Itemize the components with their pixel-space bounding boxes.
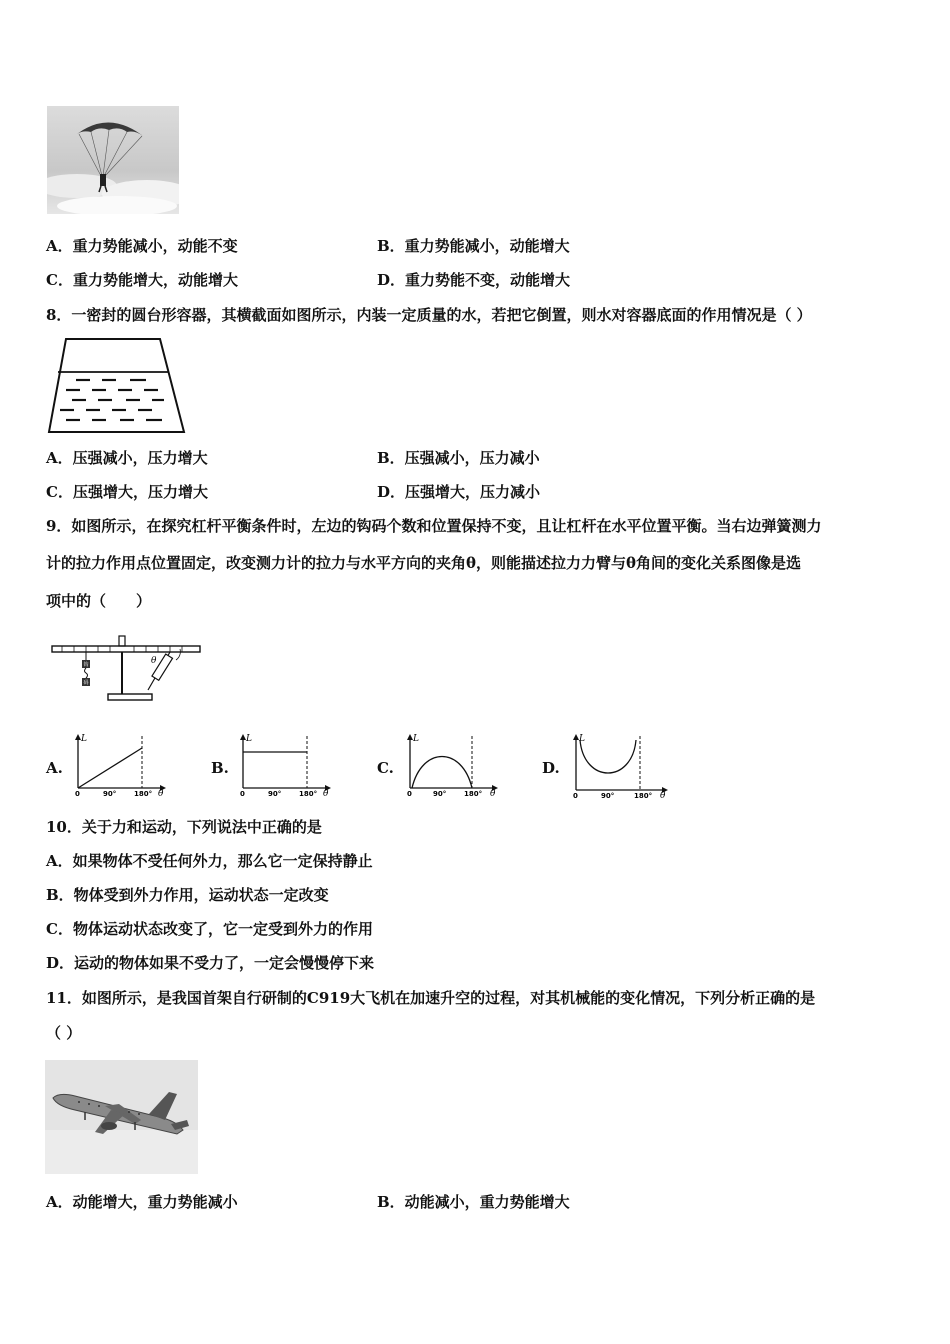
q9-option-c[interactable]: C.	[377, 759, 394, 777]
lever-apparatus-figure	[50, 632, 202, 708]
q8-stem: 8．一密封的圆台形容器，其横截面如图所示，内装一定质量的水，若把它倒置，则水对容器底面的作用情况是（ ）	[46, 306, 812, 324]
q11-stem-line2: （ ）	[46, 1024, 82, 1042]
q9-option-a[interactable]: A.	[46, 759, 63, 777]
q7-option-c[interactable]: C．重力势能增大，动能增大	[46, 271, 238, 289]
q9d-x-axis-label: θ	[660, 791, 666, 800]
q9c-y-axis-label: L	[413, 734, 419, 744]
q10-option-b[interactable]: B．物体受到外力作用，运动状态一定改变	[46, 886, 329, 904]
q11-stem-line1: 11．如图所示，是我国首架自行研制的C919大飞机在加速升空的过程，对其机械能的变化情况，下列分析正确的是	[46, 989, 816, 1007]
q8-option-d[interactable]: D．压强增大，压力减小	[377, 483, 541, 501]
q9-stem-line2: 计的拉力作用点位置固定，改变测力计的拉力与水平方向的夹角θ，则能描述拉力力臂与θ角间的变化关系图像是选	[46, 554, 802, 572]
lever-theta-label: θ	[151, 656, 157, 666]
q9c-tick-90: 90°	[433, 790, 447, 798]
q9a-x-axis-label: θ	[158, 789, 164, 798]
q10-option-c[interactable]: C．物体运动状态改变了，它一定受到外力的作用	[46, 920, 373, 938]
q9c-tick-0: 0	[407, 790, 412, 798]
q9b-x-axis-label: θ	[323, 789, 329, 798]
q9-option-b[interactable]: B.	[211, 759, 229, 777]
q9-stem-line1: 9．如图所示，在探究杠杆平衡条件时，左边的钩码个数和位置保持不变，且让杠杆在水平位置平衡。当右边弹簧测力	[46, 517, 822, 535]
q9-graph-c	[402, 732, 502, 798]
q9d-tick-180: 180°	[634, 792, 653, 800]
parachute-photo	[47, 106, 179, 214]
q7-option-d[interactable]: D．重力势能不变，动能增大	[377, 271, 571, 289]
q9b-tick-90: 90°	[268, 790, 282, 798]
q9d-y-axis-label: L	[579, 734, 585, 744]
q9a-y-axis-label: L	[81, 734, 87, 744]
q9c-x-axis-label: θ	[490, 789, 496, 798]
q9-option-d[interactable]: D.	[542, 759, 560, 777]
q9d-tick-90: 90°	[601, 792, 615, 800]
q8-option-c[interactable]: C．压强增大，压力增大	[46, 483, 208, 501]
q11-option-b[interactable]: B．动能减小，重力势能增大	[377, 1193, 570, 1211]
q8-option-b[interactable]: B．压强减小，压力减小	[377, 449, 540, 467]
q8-option-a[interactable]: A．压强减小，压力增大	[46, 449, 208, 467]
q9d-tick-0: 0	[573, 792, 578, 800]
q9a-tick-0: 0	[75, 790, 80, 798]
q9-stem-line3: 项中的（ ）	[46, 592, 152, 610]
q11-option-a[interactable]: A．动能增大，重力势能减小	[46, 1193, 238, 1211]
q10-option-a[interactable]: A．如果物体不受任何外力，那么它一定保持静止	[46, 852, 373, 870]
q10-stem: 10．关于力和运动，下列说法中正确的是	[46, 818, 322, 836]
q7-option-a[interactable]: A．重力势能减小，动能不变	[46, 237, 238, 255]
q9-graph-b	[235, 732, 335, 798]
q7-option-b[interactable]: B．重力势能减小，动能增大	[377, 237, 570, 255]
airplane-photo	[45, 1060, 198, 1174]
svg-text:码: 码	[83, 680, 89, 686]
q9b-tick-0: 0	[240, 790, 245, 798]
q9b-y-axis-label: L	[246, 734, 252, 744]
q9-graph-d	[568, 732, 672, 800]
frustum-container-figure	[46, 336, 188, 436]
q9c-tick-180: 180°	[464, 790, 483, 798]
svg-text:钩: 钩	[83, 662, 89, 668]
q9-graph-a	[70, 732, 170, 798]
q9b-tick-180: 180°	[299, 790, 318, 798]
q9a-tick-180: 180°	[134, 790, 153, 798]
q10-option-d[interactable]: D．运动的物体如果不受力了，一定会慢慢停下来	[46, 954, 375, 972]
q9a-tick-90: 90°	[103, 790, 117, 798]
